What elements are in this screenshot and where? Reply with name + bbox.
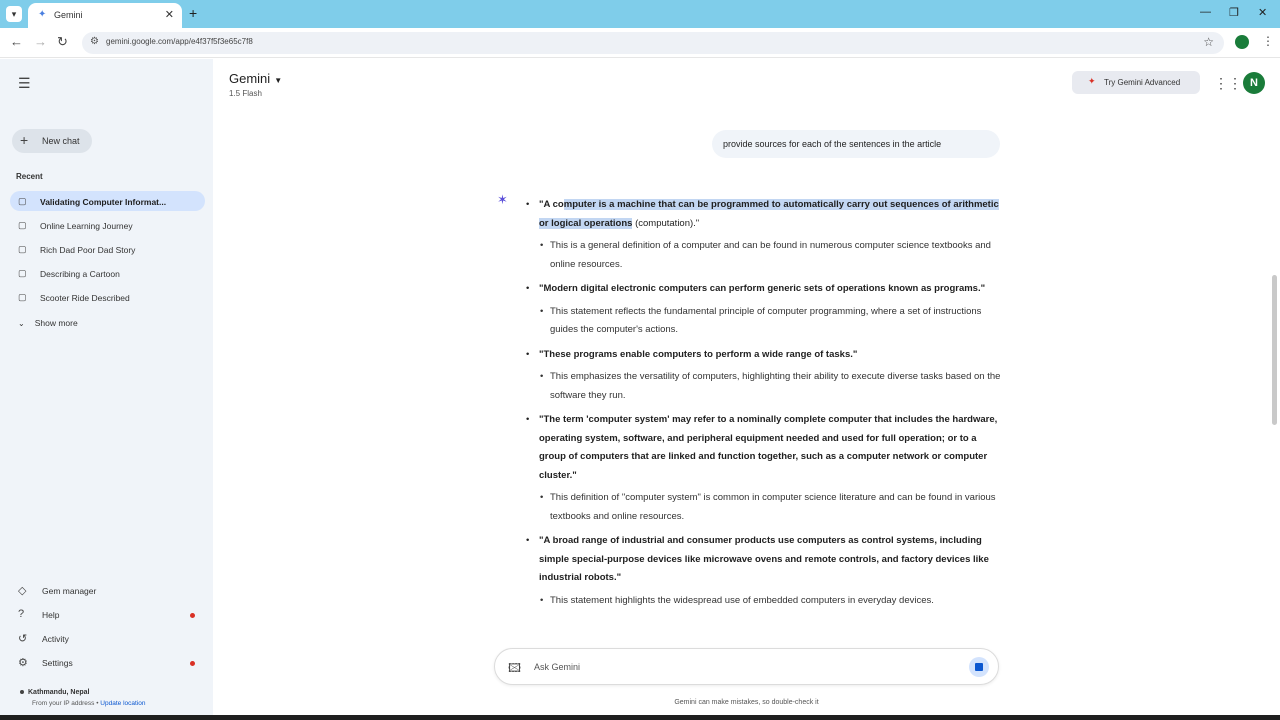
avatar[interactable]: N xyxy=(1243,72,1265,94)
gem-manager-button[interactable] xyxy=(18,583,203,601)
selected-text[interactable]: mputer is a machine that can be programmed to automatically carry out sequences of arithmetic or logical operations xyxy=(539,199,999,229)
chat-item-label: Validating Computer Informat... xyxy=(40,197,167,207)
quote-text: • "These programs enable computers to perform a wide range of tasks." xyxy=(524,346,1004,365)
taskbar-edge xyxy=(0,715,1280,720)
notification-dot xyxy=(190,661,195,666)
tab-search-icon[interactable]: ▾ xyxy=(6,6,22,22)
sidebar-chat-item[interactable] xyxy=(10,191,205,211)
tab-close-icon[interactable]: ✕ xyxy=(164,9,174,21)
chat-bubble-icon: ▢ xyxy=(18,196,27,206)
location-dot-icon xyxy=(20,690,24,694)
quote-post: (computation)." xyxy=(632,217,700,229)
list-item xyxy=(524,280,1004,340)
gemini-favicon-icon: ✦ xyxy=(38,9,47,20)
location-separator: • xyxy=(96,700,99,707)
quote-pre: "A co xyxy=(539,199,564,210)
model-name: 1.5 Flash xyxy=(229,89,262,98)
help-icon: ? xyxy=(18,608,25,620)
location-text xyxy=(20,689,89,696)
source-note: • This statement reflects the fundamental principle of computer programming, where a set of instructions guides the computer's actions. xyxy=(524,303,1004,340)
list-item xyxy=(524,411,1004,526)
sidebar-chat-item[interactable] xyxy=(10,239,205,259)
list-item xyxy=(524,346,1004,406)
image-upload-icon[interactable]: 🖾 xyxy=(508,661,522,675)
browser-tabstrip xyxy=(0,0,1280,28)
app-title: Gemini xyxy=(229,71,271,86)
prompt-input[interactable] xyxy=(494,648,999,685)
source-note: • This emphasizes the versatility of computers, highlighting their ability to execute diverse tasks based on the software they run. xyxy=(524,368,1004,405)
bookmark-star-icon[interactable]: ☆ xyxy=(1203,35,1214,49)
sparkle-icon: ✦ xyxy=(1088,76,1096,86)
chat-bubble-icon: ▢ xyxy=(18,220,27,230)
gemini-spark-icon: ✶ xyxy=(497,192,508,207)
chat-item-label: Online Learning Journey xyxy=(40,221,133,231)
sidebar-chat-item[interactable] xyxy=(10,263,205,283)
reload-icon[interactable]: ↻ xyxy=(57,34,68,49)
browser-menu-icon[interactable]: ⋮ xyxy=(1262,34,1274,48)
address-url[interactable]: gemini.google.com/app/e4f37f5f3e65c7f8 xyxy=(106,37,253,46)
forward-icon[interactable]: → xyxy=(34,34,47,49)
chat-bubble-icon: ▢ xyxy=(18,292,27,302)
restore-icon[interactable]: ❐ xyxy=(1229,7,1239,19)
user-prompt-bubble xyxy=(712,130,1000,158)
prompt-placeholder[interactable]: Ask Gemini xyxy=(534,662,581,672)
disclaimer: Gemini can make mistakes, so double-check it xyxy=(674,699,819,706)
menu-icon[interactable]: ☰ xyxy=(18,75,31,91)
sidebar-chat-item[interactable] xyxy=(10,287,205,307)
plus-icon: + xyxy=(20,132,29,148)
notification-dot xyxy=(190,613,195,618)
source-note: • This statement highlights the widespread use of embedded computers in everyday devices. xyxy=(524,592,1004,611)
source-note: • This is a general definition of a computer and can be found in numerous computer science textbooks and online resources. xyxy=(524,237,1004,274)
google-apps-icon[interactable]: ⋮⋮ xyxy=(1214,75,1242,91)
response-list xyxy=(524,196,1004,610)
help-button[interactable] xyxy=(18,607,203,625)
try-advanced-button[interactable] xyxy=(1072,71,1200,94)
location-from: From your IP address xyxy=(32,700,95,707)
activity-label: Activity xyxy=(42,634,69,644)
new-chat-button[interactable] xyxy=(12,129,92,153)
sidebar xyxy=(0,59,213,720)
browser-toolbar xyxy=(0,28,1280,58)
gem-icon: ◇ xyxy=(18,585,27,597)
activity-button[interactable] xyxy=(18,631,203,649)
stop-generating-button[interactable] xyxy=(969,657,989,677)
sidebar-chat-item[interactable] xyxy=(10,215,205,235)
tab-title: Gemini xyxy=(54,10,83,20)
help-label: Help xyxy=(42,610,60,620)
recent-heading: Recent xyxy=(16,172,43,181)
settings-button[interactable] xyxy=(18,655,203,673)
window-close-icon[interactable]: ✕ xyxy=(1258,7,1268,19)
chevron-down-icon: ⌄ xyxy=(18,319,25,328)
list-item xyxy=(524,196,1004,274)
location-name: Kathmandu, Nepal xyxy=(28,689,90,696)
quote-text: • "Modern digital electronic computers can perform generic sets of operations known as programs." xyxy=(524,280,1004,299)
location-source xyxy=(32,700,145,707)
quote-text: • "A broad range of industrial and consumer products use computers as control systems, including simple special-purpose devices like microwave ovens and remote controls, and factory devices like industrial robots." xyxy=(524,532,1004,588)
site-info-icon[interactable]: ⚙ xyxy=(90,36,99,47)
browser-tab[interactable] xyxy=(28,3,182,28)
update-location-link[interactable]: Update location xyxy=(100,700,146,707)
quote-text: • "The term 'computer system' may refer to a nominally complete computer that includes the hardware, operating system, software, and peripheral equipment needed and used for full operation; or to a group of computers that are linked and function together, such as a computer network or computer cluster." xyxy=(524,411,1004,485)
show-more-button[interactable] xyxy=(18,318,78,328)
browser-profile-icon[interactable] xyxy=(1235,35,1249,49)
show-more-label: Show more xyxy=(34,318,78,328)
try-advanced-label: Try Gemini Advanced xyxy=(1104,78,1181,87)
chat-bubble-icon: ▢ xyxy=(18,244,27,254)
new-chat-label: New chat xyxy=(42,136,80,146)
minimize-icon[interactable]: — xyxy=(1200,6,1211,18)
source-note: • This definition of "computer system" is common in computer science literature and can be found in various textbooks and online resources. xyxy=(524,489,1004,526)
settings-label: Settings xyxy=(42,658,73,668)
chat-item-label: Rich Dad Poor Dad Story xyxy=(40,245,136,255)
activity-icon: ↺ xyxy=(18,633,28,645)
settings-icon: ⚙ xyxy=(18,657,28,669)
address-bar[interactable] xyxy=(82,32,1224,54)
chat-bubble-icon: ▢ xyxy=(18,268,27,278)
model-selector[interactable] xyxy=(229,71,282,86)
scrollbar[interactable] xyxy=(1272,275,1277,425)
quote-text xyxy=(524,196,1004,233)
caret-down-icon: ▼ xyxy=(274,76,283,85)
list-item xyxy=(524,532,1004,610)
back-icon[interactable]: ← xyxy=(10,34,23,49)
user-prompt-text: provide sources for each of the sentences in the article xyxy=(723,139,942,149)
new-tab-icon[interactable]: + xyxy=(189,5,198,21)
chat-item-label: Scooter Ride Described xyxy=(40,293,130,303)
chat-item-label: Describing a Cartoon xyxy=(40,269,120,279)
gem-manager-label: Gem manager xyxy=(42,586,97,596)
